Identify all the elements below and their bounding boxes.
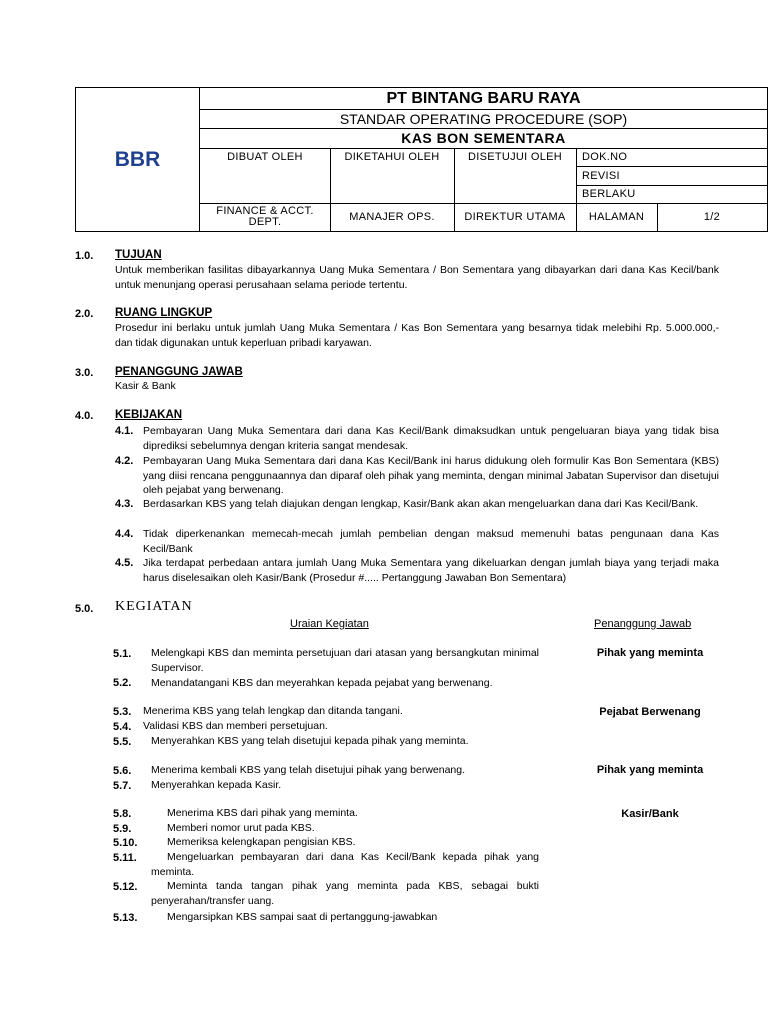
activity-text: Melengkapi KBS dan meminta persetujuan dari atasan yang bersangkutan minimal Supervisor.: [151, 647, 539, 674]
policy-text: Jika terdapat perbedaan antara jumlah Uang Muka Sementara yang dikeluarkan dengan jumlah biaya yang terjadi maka harus diselesaikan oleh Kasir/Bank (Prosedur #..... Pertanggung Jawaban Bon Sementara): [143, 557, 719, 584]
activity-text: Memberi nomor urut pada KBS.: [167, 822, 315, 834]
section-text-ruang-lingkup: Prosedur ini berlaku untuk jumlah Uang Muka Sementara / Kas Bon Sementara yang besarnya tidak melebihi Rp. 5.000.000,- dan tidak digunakan untuk keperluan pribadi karyawan.: [115, 322, 719, 349]
policy-text: Tidak diperkenankan memecah-mecah jumlah pembelian dengan maksud memenuhi batas pengunaan dana Kas Kecil/Bank: [143, 528, 719, 555]
finance-dept-cell: [200, 203, 330, 231]
policy-number: 4.5.: [115, 557, 134, 569]
diketahui-oleh-label: DIKETAHUI OLEH: [344, 151, 440, 163]
dibuat-oleh-label: DIBUAT OLEH: [227, 151, 303, 163]
finance-dept-line1: FINANCE & ACCT.: [216, 205, 314, 217]
activity-text: Mengeluarkan pembayaran dari dana Kas Kecil/Bank kepada pihak yang meminta.: [151, 851, 539, 878]
policy-number: 4.4.: [115, 528, 134, 540]
company-name: PT BINTANG BARU RAYA: [386, 89, 581, 107]
manajer-ops-cell: MANAJER OPS.: [349, 211, 435, 223]
revisi-label: REVISI: [582, 169, 620, 182]
berlaku-label: BERLAKU: [582, 188, 636, 200]
activity-number: 5.1.: [113, 648, 132, 660]
direktur-utama-cell: DIREKTUR UTAMA: [464, 211, 566, 223]
column-header-penanggung-jawab: Penanggung Jawab: [594, 618, 692, 630]
activity-text: Menerima KBS dari pihak yang meminta.: [167, 807, 358, 819]
section-title-tujuan: TUJUAN: [115, 249, 162, 261]
dok-no-label: DOK.NO: [582, 151, 628, 163]
document-title: KAS BON SEMENTARA: [401, 130, 566, 146]
section-title-kebijakan: KEBIJAKAN: [115, 409, 183, 421]
activity-number: 5.10.: [113, 837, 138, 849]
section-number: 3.0.: [75, 367, 94, 379]
finance-dept-line2: DEPT.: [248, 216, 282, 228]
activity-text: Meminta tanda tangan pihak yang meminta pada KBS, sebagai bukti penyerahan/transfer uang.: [151, 880, 539, 907]
section-text-tujuan: Untuk memberikan fasilitas dibayarkannya Uang Muka Sementara / Bon Sementara yang dibayarkan dari dana Kas Kecil/bank untuk menunjang operasi perusahaan selama periode tertentu.: [115, 264, 719, 291]
activity-number: 5.11.: [113, 852, 137, 864]
policy-number: 4.3.: [115, 498, 134, 510]
company-logo: BBR: [114, 147, 161, 171]
halaman-value: 1/2: [703, 211, 721, 223]
section-number: 5.0.: [75, 603, 94, 615]
halaman-label: HALAMAN: [588, 211, 645, 223]
policy-number: 4.2.: [115, 455, 134, 467]
sop-title: STANDAR OPERATING PROCEDURE (SOP): [339, 110, 628, 127]
activity-number: 5.9.: [113, 823, 132, 835]
activity-text: Menyerahkan KBS yang telah disetujui kepada pihak yang meminta.: [151, 735, 469, 747]
policy-text: Pembayaran Uang Muka Sementara dari dana Kas Kecil/Bank ini harus didukung oleh formulir Kas Bon Sementara (KBS) yang diisi rencana penggunaannya dan diparaf oleh pihak yang meminta, dengan minimal Jabatan Supervisor dan disetujui oleh pejabat yang berwenang.: [143, 455, 719, 496]
responsible-party: Pihak yang meminta: [596, 764, 704, 776]
section-number: 2.0.: [75, 308, 94, 320]
section-number: 4.0.: [75, 410, 94, 422]
section-text-penanggung-jawab: Kasir & Bank: [115, 380, 176, 392]
activity-text: Menerima KBS yang telah lengkap dan ditanda tangani.: [143, 705, 403, 717]
section-title-kegiatan: KEGIATAN: [115, 599, 193, 614]
sop-header-table: [75, 87, 768, 232]
activity-number: 5.4.: [113, 721, 132, 733]
activity-number: 5.8.: [113, 808, 132, 820]
activity-text: Mengarsipkan KBS sampai saat di pertanggung-jawabkan: [167, 911, 438, 923]
activity-number: 5.12.: [113, 881, 138, 893]
responsible-party: Pejabat Berwenang: [599, 706, 701, 718]
activity-text: Validasi KBS dan memberi persetujuan.: [143, 720, 328, 732]
section-number: 1.0.: [75, 250, 94, 262]
column-header-uraian: Uraian Kegiatan: [290, 618, 369, 630]
disetujui-oleh-label: DISETUJUI OLEH: [467, 151, 563, 163]
responsible-party: Pihak yang meminta: [596, 647, 704, 659]
activity-text: Menerima kembali KBS yang telah disetujui pihak yang berwenang.: [151, 764, 466, 776]
activity-number: 5.7.: [113, 780, 132, 792]
policy-text: Berdasarkan KBS yang telah diajukan dengan lengkap, Kasir/Bank akan akan mengeluarkan dana dari Kas Kecil/Bank.: [143, 498, 699, 510]
responsible-party: Kasir/Bank: [621, 808, 679, 820]
section-title-ruang-lingkup: RUANG LINGKUP: [115, 307, 213, 319]
activity-number: 5.13.: [113, 912, 138, 924]
activity-number: 5.2.: [113, 677, 132, 689]
policy-number: 4.1.: [115, 425, 134, 437]
policy-text: Pembayaran Uang Muka Sementara dari dana Kas Kecil/Bank dimaksudkan untuk pengeluaran biaya yang tidak bisa diprediksi sebelumnya dengan kriteria sangat mendesak.: [143, 425, 719, 452]
activity-number: 5.6.: [113, 765, 132, 777]
logo-cell: [76, 88, 200, 231]
section-title-penanggung-jawab: PENANGGUNG JAWAB: [115, 366, 243, 378]
activity-text: Memeriksa kelengkapan pengisian KBS.: [167, 836, 356, 848]
activity-text: Menandatangani KBS dan meyerahkan kepada pejabat yang berwenang.: [151, 677, 493, 689]
activity-text: Menyerahkan kepada Kasir.: [151, 779, 282, 791]
activity-number: 5.3.: [113, 706, 132, 718]
activity-number: 5.5.: [113, 736, 132, 748]
